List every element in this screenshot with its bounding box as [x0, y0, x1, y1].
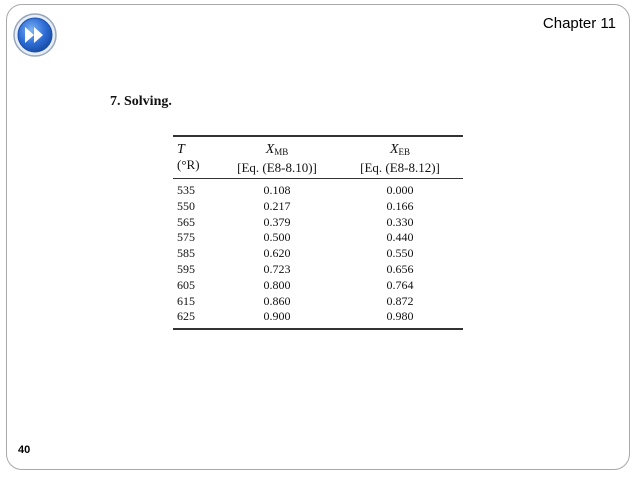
chapter-label: Chapter 11 [542, 15, 616, 32]
cell-temperature: 535 [177, 183, 195, 197]
table-row [173, 199, 463, 215]
cell-xmb: 0.217 [263, 198, 291, 213]
cell-xeb: 0.166 [386, 198, 414, 213]
cell-xeb: 0.550 [386, 246, 414, 261]
next-slide-button[interactable] [12, 12, 58, 58]
cell-xmb: 0.800 [263, 277, 291, 292]
cell-temperature: 585 [177, 246, 195, 261]
cell-xeb: 0.980 [386, 309, 414, 324]
cell-xmb: 0.620 [263, 246, 291, 261]
cell-temperature: 565 [177, 214, 195, 229]
cell-temperature: 605 [177, 277, 195, 292]
table-row [173, 278, 463, 294]
page-number: 40 [18, 444, 31, 456]
table-row [173, 246, 463, 262]
cell-xeb: 0.440 [386, 230, 414, 245]
table-top-rule [173, 135, 463, 137]
cell-xeb: 0.764 [386, 277, 414, 292]
column-header-temperature: T (°R) [177, 142, 200, 172]
column-header-xmb: $X_{MB}$ [Eq. (E8-8.10)] [237, 142, 317, 175]
table-row [173, 230, 463, 246]
table-row [173, 294, 463, 310]
section-heading: 7. Solving. [110, 94, 172, 109]
cell-xmb: 0.900 [263, 309, 291, 324]
table-row [173, 309, 463, 325]
cell-temperature: 595 [177, 261, 195, 276]
cell-temperature: 550 [177, 198, 195, 213]
cell-temperature: 615 [177, 293, 195, 308]
cell-xmb: 0.860 [263, 293, 291, 308]
cell-xmb: 0.500 [263, 230, 291, 245]
column-header-xeb: $X_{EB}$ [Eq. (E8-8.12)] [360, 142, 440, 175]
cell-xeb: 0.656 [386, 261, 414, 276]
cell-xmb: 0.108 [263, 183, 291, 197]
cell-xeb: 0.872 [386, 293, 414, 308]
cell-xmb: 0.379 [263, 214, 291, 229]
table-row [173, 262, 463, 278]
table-bottom-rule [173, 328, 463, 330]
conversion-table [173, 135, 463, 330]
cell-xmb: 0.723 [263, 261, 291, 276]
fast-forward-icon [12, 12, 58, 58]
cell-temperature: 625 [177, 309, 195, 324]
table-header-row [173, 141, 463, 175]
cell-xeb: 0.330 [386, 214, 414, 229]
table-row [173, 215, 463, 231]
table-header-rule [173, 178, 463, 179]
cell-xeb: 0.000 [386, 183, 414, 197]
table-row [173, 183, 463, 199]
cell-temperature: 575 [177, 230, 195, 245]
